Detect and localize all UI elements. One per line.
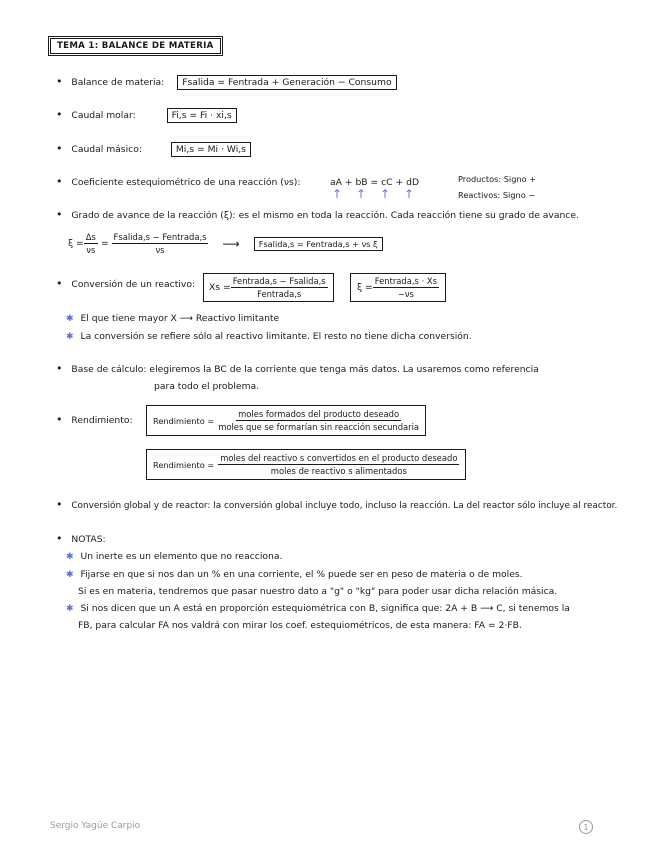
fraction [218, 453, 459, 476]
note-text: Fijarse en que si nos dan un % en una corriente, el % puede ser en peso de materia o de moles. [80, 569, 523, 580]
base-line-2: para todo el problema. [154, 381, 260, 392]
bullet: • [56, 175, 63, 188]
fraction-numerator: moles formados del producto deseado [238, 409, 400, 419]
star-bullet-icon: ✱ [66, 604, 74, 614]
bullet: • [56, 498, 63, 511]
bullet: • [56, 413, 63, 426]
nota-3-continued: FB, para calcular FA nos valdrá con mirar los coef. estequiométricos, de esta manera: FA = 2·FB. [78, 620, 522, 631]
nota-3 [66, 603, 570, 614]
nota-1 [66, 551, 282, 562]
bullet: • [56, 532, 63, 545]
caudal-molar-label: Caudal molar: [71, 110, 136, 121]
grado-formula [68, 232, 383, 255]
fraction-numerator: Δs [85, 232, 96, 242]
fraction-numerator: moles del reactivo s convertidos en el producto deseado [220, 453, 458, 463]
coeficiente-row [56, 177, 300, 188]
fraction-denominator: νs [155, 245, 165, 255]
page-number: 1 [579, 820, 593, 834]
bullet: • [56, 108, 63, 121]
grado-label: Grado de avance de la reacción (ξ): es el mismo en toda la reacción. Cada reacción tiene su grado de avance. [71, 210, 579, 221]
caudal-molar-row [56, 108, 237, 123]
note-text: Si nos dicen que un A está en proporción estequiométrica con B, significa que: 2A + B ⟶ C, si tenemos la [80, 603, 570, 614]
rendimiento-lhs: Rendimiento = [153, 415, 215, 426]
rendimiento-row [56, 415, 133, 426]
caudal-masico-row [56, 142, 251, 157]
bullet: • [56, 142, 63, 155]
fraction-denominator: νs [86, 245, 96, 255]
arrow-right-icon: ⟶ [222, 236, 240, 251]
nota-2 [66, 569, 523, 580]
page-title: TEMA 1: BALANCE DE MATERIA [48, 36, 223, 56]
fraction [84, 232, 98, 255]
star-bullet-icon: ✱ [66, 314, 74, 324]
fraction-numerator: Fsalida,s − Fentrada,s [113, 232, 207, 242]
coeficiente-label: Coeficiente estequiométrico de una reacción (νs): [71, 177, 301, 188]
xi-box [350, 273, 446, 302]
base-row [56, 364, 539, 375]
base-line-1: Base de cálculo: elegiremos la BC de la corriente que tenga más datos. La usaremos como referencia [71, 364, 539, 375]
fraction [218, 409, 419, 432]
reactivos-sign: Reactivos: Signo − [458, 190, 536, 200]
bullet: • [56, 277, 63, 290]
xi-lhs: ξ = [68, 238, 84, 249]
fraction-denominator: moles de reactivo s alimentados [270, 466, 407, 476]
fraction-numerator: Fentrada,s − Fsalida,s [232, 276, 326, 286]
note-text: El que tiene mayor X ⟶ Reactivo limitante [80, 313, 280, 324]
grado-boxed-formula: Fsalida,s = Fentrada,s + νs ξ [254, 237, 383, 251]
fraction [231, 276, 328, 299]
up-arrow-icon: ↑ [380, 187, 391, 201]
conversion-box [203, 273, 334, 302]
x-lhs: Xs = [209, 282, 231, 293]
star-bullet-icon: ✱ [66, 552, 74, 562]
up-arrow-icon: ↑ [404, 187, 415, 201]
rendimiento-label: Rendimiento: [71, 415, 133, 426]
balance-formula: Fsalida = Fentrada + Generación − Consumo [177, 75, 396, 90]
fraction-denominator: moles que se formarían sin reacción secundaria [218, 422, 420, 432]
conversion-row [56, 279, 195, 290]
nota-2-continued: Si es en materia, tendremos que pasar nuestro dato a "g" o "kg" para poder usar dicha relación másica. [78, 586, 558, 597]
productos-sign: Productos: Signo + [458, 174, 537, 184]
caudal-masico-label: Caudal másico: [71, 144, 142, 155]
up-arrow-icon: ↑ [332, 187, 343, 201]
rendimiento-box-2 [146, 449, 466, 480]
global-text: Conversión global y de reactor: la conversión global incluye todo, incluso la reacción. La del reactor sólo incluye al reactor. [71, 501, 618, 511]
note-text: Un inerte es un elemento que no reacciona. [80, 551, 283, 562]
reaction-equation: aA + bB = cC + dD [330, 177, 420, 188]
caudal-masico-formula: Mi,s = Mi · Wi,s [171, 142, 251, 157]
notas-label: NOTAS: [71, 534, 106, 545]
fraction [112, 232, 209, 255]
fraction-denominator: −νs [397, 289, 414, 299]
fraction-denominator: Fentrada,s [257, 289, 302, 299]
conversion-note-1 [66, 313, 279, 324]
xi-lhs: ξ = [357, 282, 373, 293]
equals-sign: = [100, 238, 109, 249]
up-arrow-icon: ↑ [356, 187, 367, 201]
bullet: • [56, 362, 63, 375]
global-row [56, 500, 617, 511]
author: Sergio Yagüe Carpio [50, 821, 141, 831]
star-bullet-icon: ✱ [66, 570, 74, 580]
conversion-label: Conversión de un reactivo: [71, 279, 196, 290]
note-text: La conversión se refiere sólo al reactivo limitante. El resto no tiene dicha conversión. [80, 331, 472, 342]
fraction-numerator: Fentrada,s · Xs [374, 276, 437, 286]
star-bullet-icon: ✱ [66, 332, 74, 342]
bullet: • [56, 208, 63, 221]
notas-row [56, 534, 106, 545]
conversion-note-2 [66, 331, 472, 342]
fraction [373, 276, 439, 299]
balance-row [56, 75, 397, 90]
rendimiento-box-1 [146, 405, 426, 436]
balance-label: Balance de materia: [71, 77, 165, 88]
caudal-molar-formula: Fi,s = Fi · xi,s [167, 108, 237, 123]
bullet: • [56, 75, 63, 88]
rendimiento-lhs: Rendimiento = [153, 459, 215, 470]
grado-row [56, 210, 579, 221]
